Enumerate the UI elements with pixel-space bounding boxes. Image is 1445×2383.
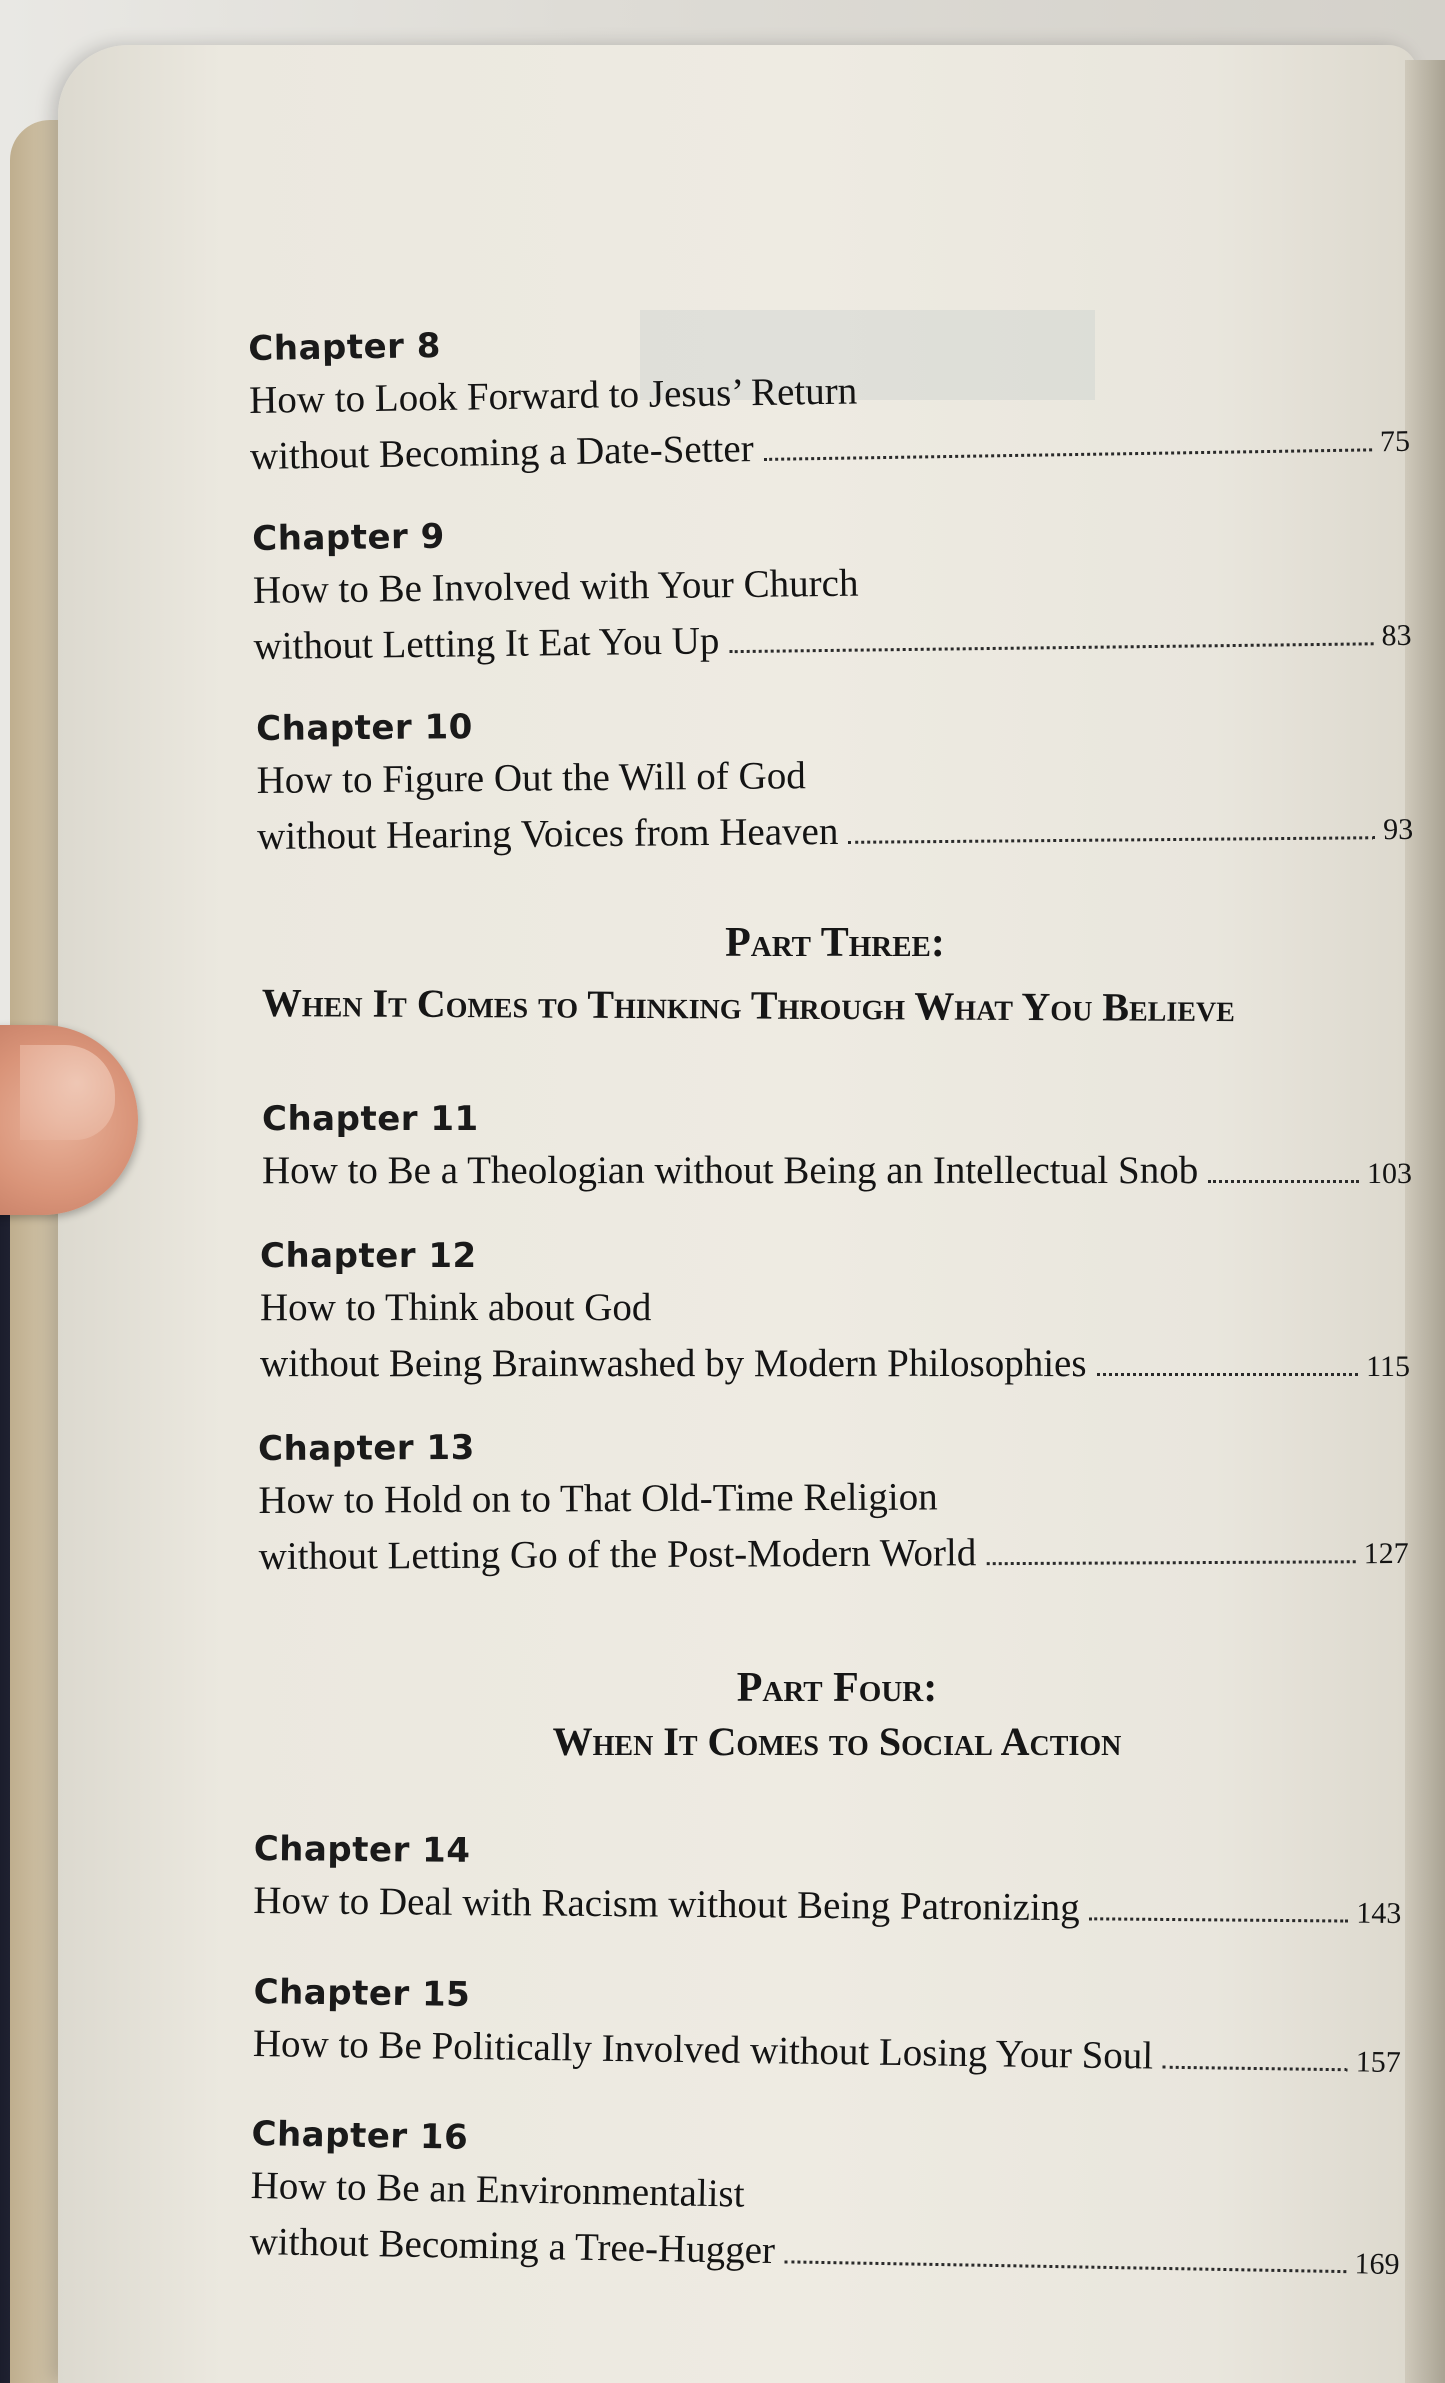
toc-entry-chapter-10 — [256, 695, 1413, 865]
dot-leader — [986, 1559, 1355, 1565]
chapter-title-text: How to Be Politically Involved without Losing Your Soul — [252, 2021, 1154, 2078]
part-three-heading — [260, 915, 1410, 971]
chapter-label: Chapter 8 — [248, 325, 442, 369]
chapter-label: Chapter 9 — [252, 516, 446, 559]
chapter-title-line2 — [259, 1523, 1409, 1585]
chapter-title-text: without Letting It Eat You Up — [253, 619, 720, 668]
chapter-title-line1 — [253, 1873, 1401, 1939]
toc-entry-chapter-14 — [253, 1825, 1402, 1939]
toc-entry-chapter-9 — [252, 501, 1412, 675]
part-title: Part Four: — [736, 1665, 938, 1711]
chapter-title-line1: How to Be an Environmentalist — [250, 2163, 745, 2216]
chapter-title-text: without Becoming a Tree-Hugger — [249, 2219, 776, 2273]
page-number: 83 — [1381, 618, 1412, 653]
chapter-title-line2 — [260, 1336, 1410, 1392]
chapter-title-text: without Hearing Voices from Heaven — [256, 809, 839, 858]
toc-entry-chapter-16 — [249, 2110, 1402, 2290]
chapter-title-line1 — [262, 1143, 1412, 1199]
part-title: Part Three: — [725, 920, 945, 966]
chapter-title-line1: How to Be Involved with Your Church — [252, 561, 859, 612]
chapter-label: Chapter 12 — [260, 1236, 477, 1276]
chapter-label: Chapter 11 — [262, 1099, 479, 1139]
chapter-title-text: without Letting Go of the Post-Modern World — [258, 1531, 977, 1578]
page-number: 157 — [1355, 2045, 1402, 2080]
chapter-title-line1: How to Figure Out the Will of God — [256, 754, 806, 802]
chapter-title-text: without Being Brainwashed by Modern Philosophies — [260, 1342, 1087, 1385]
chapter-title-text: How to Deal with Racism without Being Patronizing — [253, 1878, 1080, 1930]
part-subtitle: When It Comes to Social Action — [552, 1719, 1122, 1764]
chapter-label: Chapter 16 — [251, 2113, 469, 2158]
dot-leader — [1208, 1179, 1359, 1183]
dot-leader — [848, 835, 1375, 844]
toc-entry-chapter-8 — [248, 307, 1410, 485]
dot-leader — [764, 447, 1372, 461]
page-edge — [1405, 60, 1445, 2383]
chapter-label: Chapter 13 — [258, 1427, 475, 1469]
page-number: 169 — [1354, 2247, 1400, 2282]
chapter-title-text: How to Be a Theologian without Being an Intellectual Snob — [262, 1149, 1199, 1192]
dot-leader — [1090, 1916, 1349, 1922]
toc-entry-chapter-11 — [262, 1095, 1412, 1199]
chapter-title-line1: How to Think about God — [260, 1286, 652, 1329]
part-subtitle: When It Comes to Thinking Through What You Believe — [261, 979, 1235, 1031]
chapter-label: Chapter 14 — [253, 1828, 471, 1871]
page-number: 143 — [1356, 1896, 1402, 1931]
part-four-subheading — [262, 1714, 1412, 1770]
dot-leader — [1163, 2065, 1348, 2072]
dot-leader — [730, 641, 1374, 653]
part-three-subheading — [262, 975, 1412, 1037]
part-four-heading — [262, 1660, 1412, 1716]
toc-entry-chapter-13 — [258, 1419, 1409, 1585]
toc-entry-chapter-12 — [260, 1232, 1410, 1392]
page-number: 103 — [1367, 1157, 1412, 1190]
page-number: 127 — [1363, 1536, 1409, 1571]
page-number: 93 — [1382, 812, 1414, 847]
toc-entry-chapter-15 — [253, 1968, 1402, 2088]
dot-leader — [1097, 1372, 1359, 1376]
chapter-title-line1: How to Look Forward to Jesus’ Return — [248, 369, 858, 422]
page-number: 115 — [1366, 1350, 1410, 1383]
chapter-title-line2 — [257, 799, 1413, 865]
chapter-label: Chapter 15 — [253, 1971, 471, 2016]
page-number: 75 — [1379, 424, 1411, 459]
dot-leader — [785, 2259, 1347, 2273]
chapter-title-line1: How to Hold on to That Old-Time Religion — [258, 1475, 938, 1522]
thumbnail — [20, 1045, 115, 1140]
chapter-label: Chapter 10 — [256, 707, 474, 749]
chapter-title-text: without Becoming a Date-Setter — [249, 427, 754, 478]
